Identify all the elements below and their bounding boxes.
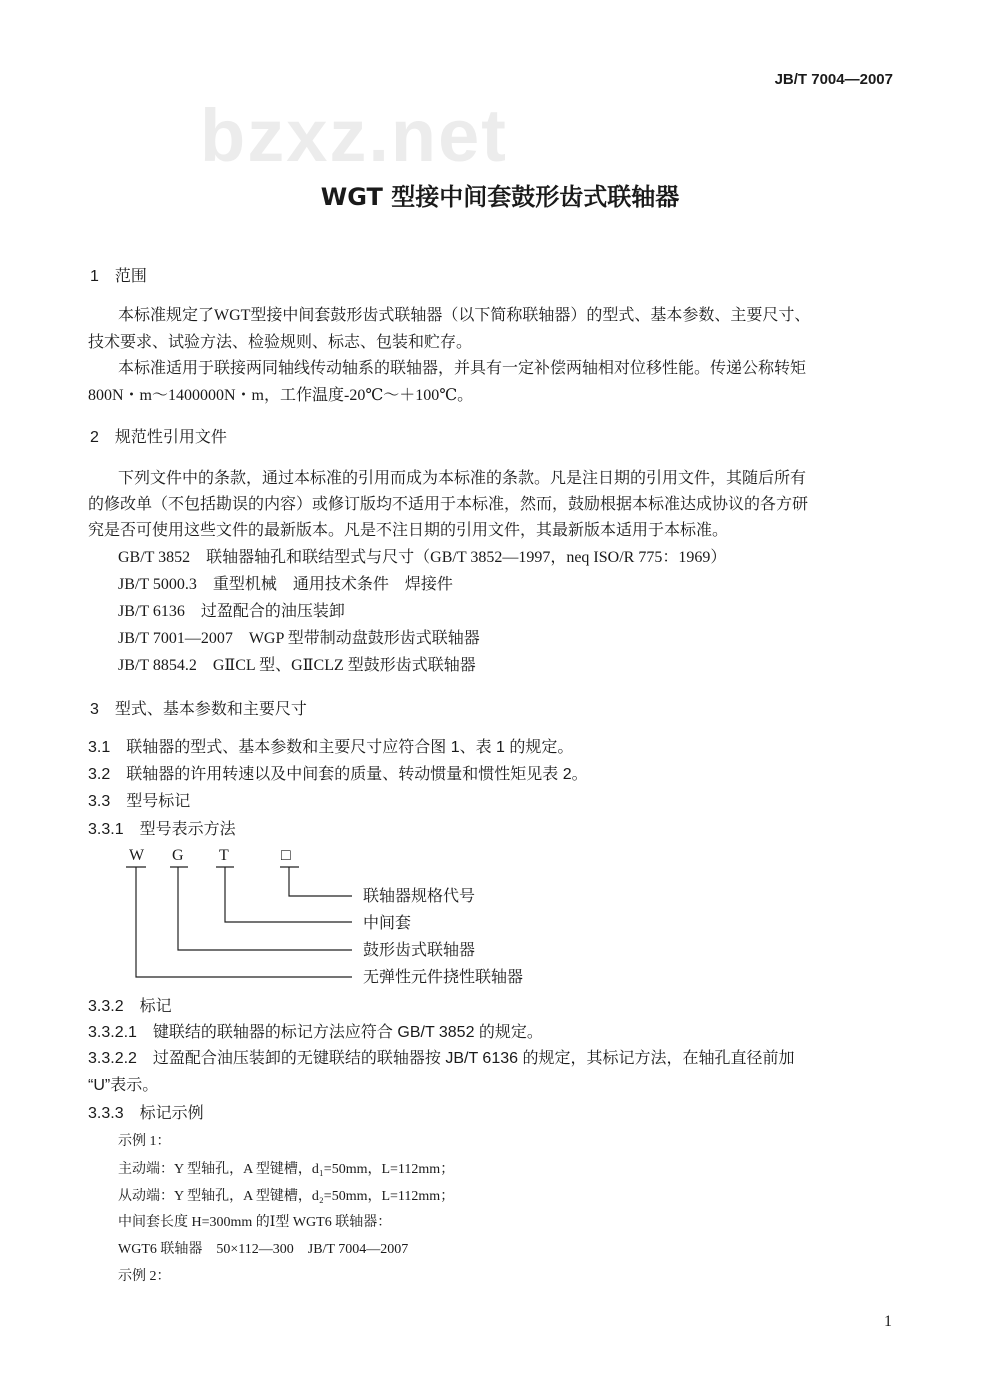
- paragraph-line: 800N・m～1400000N・m，工作温度-20℃～＋100℃。: [88, 387, 474, 404]
- paragraph-line: 下列文件中的条款，通过本标准的引用而成为本标准的条款。凡是注日期的引用文件，其随后所有: [118, 470, 807, 487]
- clause-3-3-2-2-cont: “U”表示。: [88, 1077, 159, 1094]
- reference-item: JB/T 7001—2007 WGP 型带制动盘鼓形齿式联轴器: [118, 630, 480, 647]
- paragraph-line: 本标准规定了WGT型接中间套鼓形齿式联轴器（以下简称联轴器）的型式、基本参数、主要尺寸、: [118, 307, 811, 324]
- code-letter-t: T: [219, 847, 229, 864]
- code-letter-w: W: [129, 847, 145, 864]
- section-3-heading: 3 型式、基本参数和主要尺寸: [90, 701, 307, 718]
- example-line: 主动端：Y 型轴孔，A 型键槽，d₁=50mm，L=112mm；: [118, 1162, 455, 1177]
- reference-item: JB/T 6136 过盈配合的油压装卸: [118, 603, 345, 620]
- example-line: 中间套长度 H=300mm 的Ⅰ型 WGT6 联轴器：: [118, 1215, 392, 1230]
- paragraph-line: 本标准适用于联接两同轴线传动轴系的联轴器，并具有一定补偿两轴相对位移性能。传递公称转矩: [118, 360, 807, 377]
- example-line: WGT6 联轴器 50×112—300 JB/T 7004—2007: [118, 1242, 409, 1257]
- standard-number: JB/T 7004—2007: [774, 71, 893, 88]
- clause-3-3-3: 3.3.3 标记示例: [88, 1105, 204, 1122]
- example-line: 从动端：Y 型轴孔，A 型键槽，d₂=50mm，L=112mm；: [118, 1189, 455, 1204]
- clause-3-1: 3.1 联轴器的型式、基本参数和主要尺寸应符合图 1、表 1 的规定。: [88, 739, 574, 756]
- page-number: 1: [884, 1313, 892, 1330]
- paragraph-line: 究是否可使用这些文件的最新版本。凡是不注日期的引用文件，其最新版本适用于本标准。: [88, 522, 729, 539]
- clause-3-3-1: 3.3.1 型号表示方法: [88, 821, 236, 838]
- reference-item: GB/T 3852 联轴器轴孔和联结型式与尺寸（GB/T 3852—1997，neq ISO/R 775：1969）: [118, 549, 727, 566]
- example-line: 示例 1：: [118, 1134, 171, 1149]
- paragraph-line: 的修改单（不包括勘误的内容）或修订版均不适用于本标准，然而，鼓励根据本标准达成协议的各方研: [88, 496, 809, 513]
- clause-3-3-2: 3.3.2 标记: [88, 998, 172, 1015]
- clause-3-2: 3.2 联轴器的许用转速以及中间套的质量、转动惯量和惯性矩见表 2。: [88, 766, 588, 783]
- section-1-heading: 1 范围: [90, 268, 147, 285]
- document-title: WGT 型接中间套鼓形齿式联轴器: [320, 183, 680, 211]
- diagram-label: 鼓形齿式联轴器: [363, 942, 476, 959]
- clause-3-3: 3.3 型号标记: [88, 793, 191, 810]
- code-letter-g: G: [172, 847, 184, 864]
- reference-item: JB/T 8854.2 GⅡCL 型、GⅡCLZ 型鼓形齿式联轴器: [118, 657, 476, 674]
- paragraph-line: 技术要求、试验方法、检验规则、标志、包装和贮存。: [88, 334, 473, 351]
- reference-item: JB/T 5000.3 重型机械 通用技术条件 焊接件: [118, 576, 453, 593]
- clause-3-3-2-2: 3.3.2.2 过盈配合油压装卸的无键联结的联轴器按 JB/T 6136 的规定，其标记方法，在轴孔直径前加: [88, 1050, 795, 1067]
- section-2-heading: 2 规范性引用文件: [90, 429, 227, 446]
- code-size-box: □: [281, 847, 291, 864]
- diagram-label: 联轴器规格代号: [363, 888, 476, 905]
- clause-3-3-2-1: 3.3.2.1 键联结的联轴器的标记方法应符合 GB/T 3852 的规定。: [88, 1024, 543, 1041]
- watermark: bzxz.net: [200, 94, 508, 177]
- example-line: 示例 2：: [118, 1269, 171, 1284]
- diagram-label: 中间套: [363, 915, 412, 932]
- diagram-label: 无弹性元件挠性联轴器: [363, 969, 524, 986]
